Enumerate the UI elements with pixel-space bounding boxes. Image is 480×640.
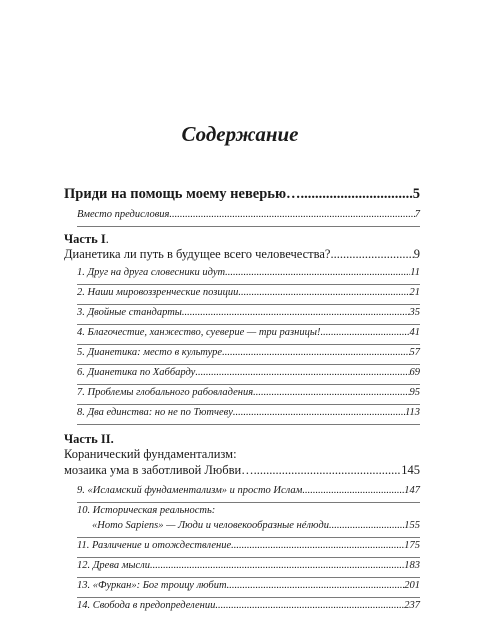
part-label xyxy=(64,232,420,247)
page-title: Содержание xyxy=(181,122,299,146)
toc-entry xyxy=(77,580,420,593)
toc-entry-title: 11. Различение и отождествление xyxy=(77,540,232,551)
toc-page-number: 21 xyxy=(409,287,420,298)
toc-entry xyxy=(77,327,420,340)
toc-entry-title: 12. Древа мысли xyxy=(77,560,151,571)
divider xyxy=(77,597,420,598)
toc-entry-title: 4. Благочестие, ханжество, суеверие — три разницы! xyxy=(77,327,321,338)
toc-page-number: 155 xyxy=(404,520,420,531)
toc-entry-title: Дианетика ли путь в будущее всего человечества? xyxy=(64,247,331,261)
toc-entry xyxy=(77,367,420,380)
toc-entry-title: 1. Друг на друга словесники идут xyxy=(77,267,226,278)
toc-entry-title: 7. Проблемы глобального рабовладения xyxy=(77,387,254,398)
toc-entry xyxy=(77,540,420,553)
toc-leader xyxy=(302,485,404,498)
toc-page-number: 183 xyxy=(404,560,420,571)
toc-entry-title: 3. Двойные стандарты xyxy=(77,307,182,318)
part-label-punct: . xyxy=(105,232,109,246)
toc-leader xyxy=(195,367,409,380)
toc-entry-title: 14. Свобода в предопределении xyxy=(77,600,216,611)
toc-leader xyxy=(330,247,413,262)
toc-entry-title: 13. «Фуркан»: Бог троицу любит xyxy=(77,580,227,591)
divider xyxy=(77,324,420,325)
divider xyxy=(77,344,420,345)
toc-page-number: 69 xyxy=(409,367,420,378)
toc-leader xyxy=(182,307,410,320)
toc-leader xyxy=(329,520,404,533)
toc-page-number: 237 xyxy=(404,600,420,611)
toc-leader xyxy=(231,540,404,553)
toc-entry xyxy=(77,387,420,400)
toc-entry xyxy=(77,600,420,613)
toc-entry-title: Вместо предисловия xyxy=(77,209,170,220)
toc-page-number: 35 xyxy=(409,307,420,318)
toc-entry-title: 8. Два единства: но не по Тютчеву xyxy=(77,407,233,418)
toc-page-number: 9 xyxy=(413,247,420,261)
toc-leader xyxy=(253,387,409,400)
toc-leader xyxy=(225,267,410,280)
divider xyxy=(77,226,420,227)
toc-page-number: 5 xyxy=(412,186,420,202)
toc-entry-title: 2. Наши мировоззренческие позиции xyxy=(77,287,239,298)
toc-leader xyxy=(215,600,404,613)
divider xyxy=(77,557,420,558)
toc-entry xyxy=(77,307,420,320)
divider xyxy=(77,404,420,405)
toc-entry xyxy=(77,347,420,360)
divider xyxy=(77,384,420,385)
divider xyxy=(77,502,420,503)
divider xyxy=(77,364,420,365)
toc-entry-title-line1: 10. Историческая реальность: xyxy=(77,505,216,516)
toc-entry-title: Приди на помощь моему неверью… xyxy=(64,186,301,202)
divider xyxy=(77,537,420,538)
divider xyxy=(77,284,420,285)
toc-entry xyxy=(77,560,420,573)
toc-leader xyxy=(222,347,409,360)
toc-entry xyxy=(77,485,420,498)
toc-leader xyxy=(169,209,414,222)
part-label-text: Часть I xyxy=(64,232,106,246)
toc-leader xyxy=(301,186,413,203)
toc-page-number: 41 xyxy=(409,327,420,338)
toc-leader xyxy=(150,560,404,573)
toc-page-number: 95 xyxy=(409,387,420,398)
toc-entry xyxy=(77,267,420,280)
toc-page-number: 147 xyxy=(404,485,420,496)
toc-entry-part2-heading xyxy=(64,463,420,478)
toc-leader xyxy=(254,463,402,478)
toc-leader xyxy=(233,407,405,420)
toc-page-number: 201 xyxy=(404,580,420,591)
toc-entry-title: 6. Дианетика по Хаббарду xyxy=(77,367,196,378)
toc-page-number: 11 xyxy=(410,267,420,278)
toc-entry xyxy=(77,407,420,420)
toc-entry-title: 9. «Исламский фундаментализм» и просто Ислам xyxy=(77,485,303,496)
part-label: Часть II. xyxy=(64,432,114,446)
divider xyxy=(77,424,420,425)
toc-entry-preface xyxy=(77,209,420,222)
toc-page-number: 145 xyxy=(401,463,420,477)
toc-entry-part1-heading xyxy=(64,247,420,262)
toc-page-number: 113 xyxy=(405,407,420,418)
toc-entry-top-section xyxy=(64,186,420,203)
toc-leader xyxy=(320,327,409,340)
toc-page-number: 57 xyxy=(409,347,420,358)
toc-entry xyxy=(77,287,420,300)
toc-leader xyxy=(227,580,405,593)
toc-entry-title-line2: «Homo Sapiens» — Люди и человекообразные нéлюди xyxy=(92,520,329,531)
part2-heading-line1: Коранический фундаментализм: xyxy=(64,447,237,461)
toc-entry-title: мозаика ума в заботливой Любви… xyxy=(64,463,254,477)
toc-entry xyxy=(92,520,420,533)
toc-leader xyxy=(238,287,409,300)
toc-page-number: 175 xyxy=(404,540,420,551)
divider xyxy=(77,577,420,578)
toc-entry-title: 5. Дианетика: место в культуре xyxy=(77,347,223,358)
toc-page-number: 7 xyxy=(414,209,420,220)
divider xyxy=(77,304,420,305)
